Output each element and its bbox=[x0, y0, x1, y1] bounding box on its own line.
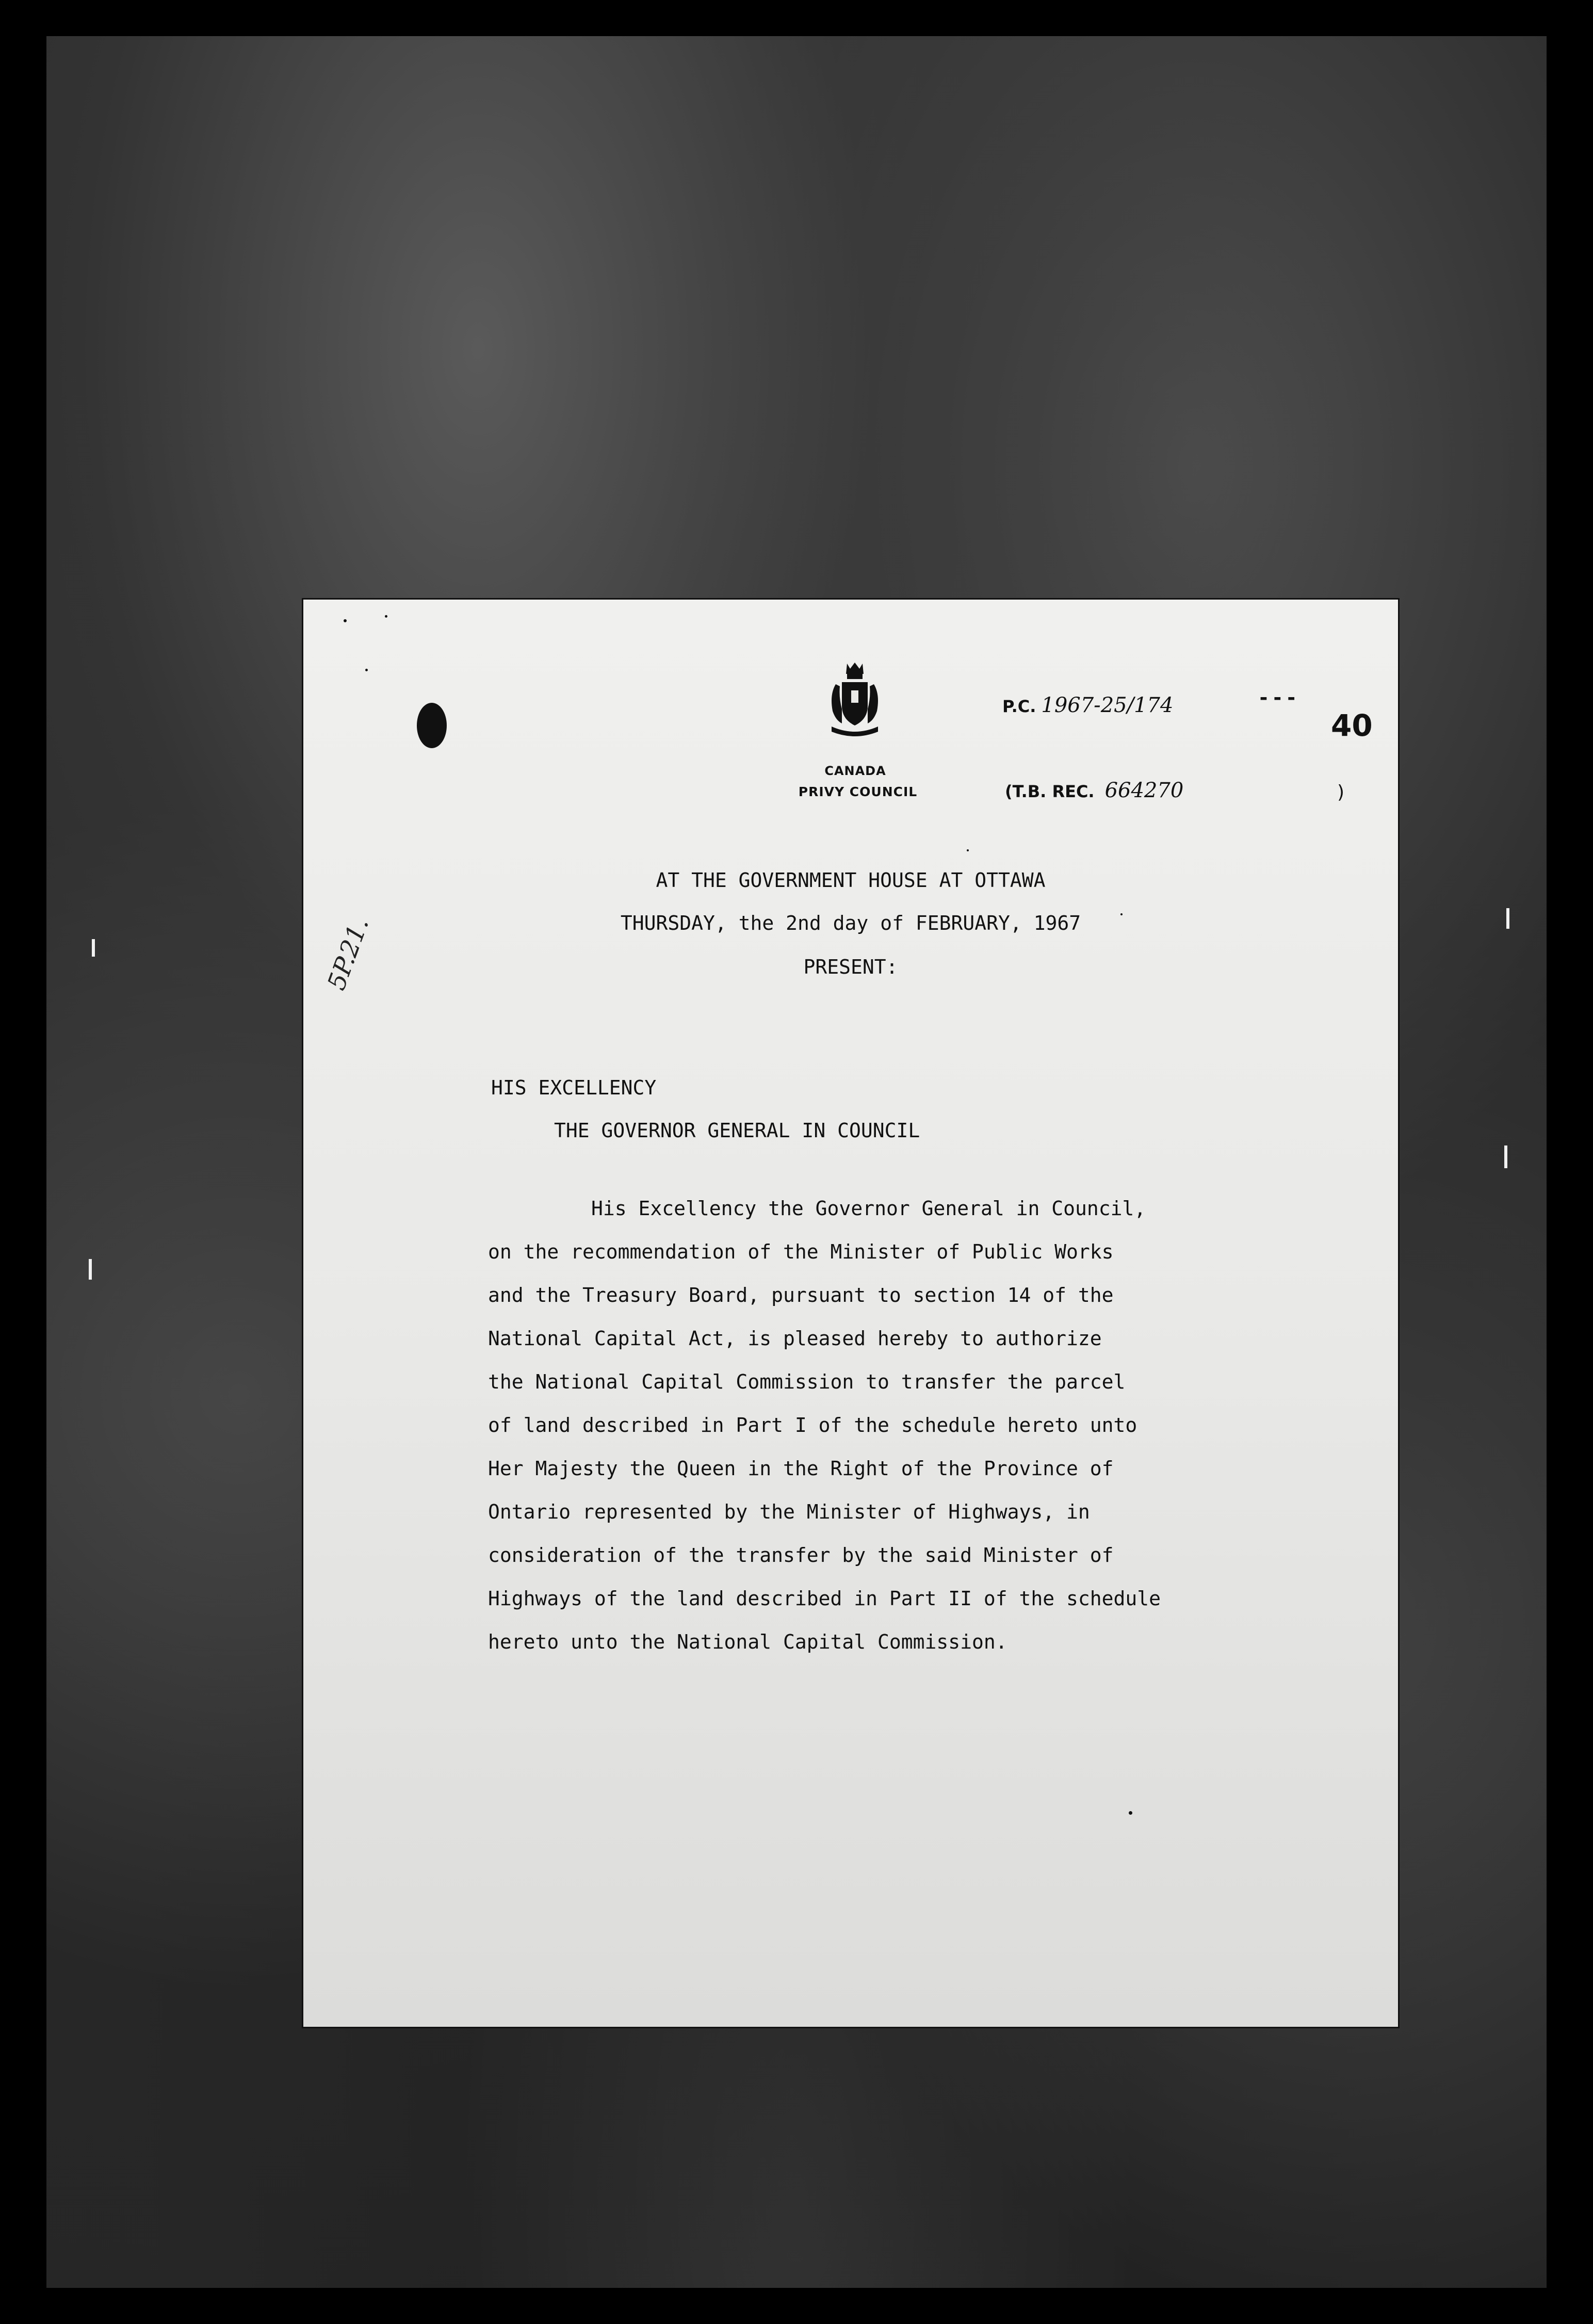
letterhead-country: CANADA bbox=[824, 764, 886, 778]
ink-speck bbox=[1120, 913, 1123, 915]
tb-rec-value: 664270 bbox=[1104, 779, 1184, 802]
ink-speck bbox=[365, 669, 368, 671]
scan-frame-bottom bbox=[0, 2288, 1593, 2324]
heading-date: THURSDAY, the 2nd day of FEBRUARY, 1967 bbox=[620, 912, 1081, 934]
edge-mark bbox=[1504, 1145, 1507, 1168]
order-in-council-page bbox=[303, 600, 1398, 2027]
body-line: of land described in Part I of the schedule hereto unto bbox=[488, 1414, 1137, 1437]
body-line: Highways of the land described in Part II of the schedule bbox=[488, 1587, 1161, 1610]
body-line: Ontario represented by the Minister of Highways, in bbox=[488, 1500, 1090, 1523]
governor-general-heading: THE GOVERNOR GENERAL IN COUNCIL bbox=[554, 1119, 920, 1142]
treasury-board-record-field bbox=[1005, 779, 1183, 802]
tb-rec-close: ) bbox=[1337, 782, 1345, 803]
handwritten-margin-note: 5P.21. bbox=[322, 914, 375, 994]
order-body-paragraph bbox=[488, 1187, 1262, 1664]
ink-speck bbox=[1129, 1811, 1132, 1815]
body-line: the National Capital Commission to transfer the parcel bbox=[488, 1370, 1126, 1393]
heading-location: AT THE GOVERNMENT HOUSE AT OTTAWA bbox=[656, 869, 1046, 892]
edge-mark bbox=[92, 939, 95, 957]
pc-number-prefix: P.C. bbox=[1002, 697, 1036, 716]
dash-mark: --- bbox=[1258, 686, 1299, 709]
punch-hole bbox=[417, 703, 447, 748]
ink-speck bbox=[344, 619, 347, 622]
canada-coat-of-arms-icon bbox=[824, 661, 885, 739]
pc-number-field bbox=[1002, 693, 1173, 717]
heading-present: PRESENT: bbox=[803, 956, 898, 978]
tb-rec-prefix: (T.B. REC. bbox=[1005, 782, 1095, 801]
body-line: consideration of the transfer by the said Minister of bbox=[488, 1544, 1114, 1567]
ink-speck bbox=[385, 615, 387, 618]
body-line: Her Majesty the Queen in the Right of the Province of bbox=[488, 1457, 1114, 1480]
scan-frame-top bbox=[0, 0, 1593, 36]
page-number: 40 bbox=[1331, 708, 1373, 743]
scan-frame-right bbox=[1547, 0, 1593, 2324]
body-line: hereto unto the National Capital Commission. bbox=[488, 1631, 1007, 1653]
edge-mark bbox=[1506, 908, 1509, 929]
edge-mark bbox=[89, 1259, 92, 1280]
pc-number-value: 1967-25/174 bbox=[1041, 693, 1174, 717]
his-excellency-heading: HIS EXCELLENCY bbox=[491, 1076, 657, 1099]
scan-frame-left bbox=[0, 0, 46, 2324]
letterhead-privy-council: PRIVY COUNCIL bbox=[798, 784, 918, 799]
body-line: His Excellency the Governor General in Council, bbox=[591, 1197, 1146, 1220]
body-line: on the recommendation of the Minister of Public Works bbox=[488, 1240, 1114, 1263]
body-line: National Capital Act, is pleased hereby to authorize bbox=[488, 1327, 1102, 1350]
ink-speck bbox=[967, 849, 969, 851]
body-line: and the Treasury Board, pursuant to section 14 of the bbox=[488, 1284, 1114, 1306]
